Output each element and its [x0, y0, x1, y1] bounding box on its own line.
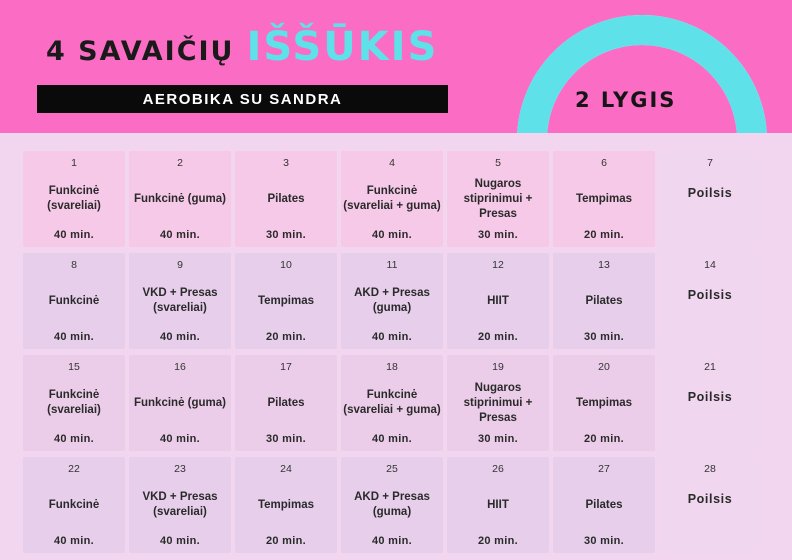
header-banner: [0, 0, 792, 133]
activity-name: VKD + Presas (svareliai): [142, 287, 218, 314]
day-number: 4: [389, 157, 395, 169]
activity-duration: 30 min.: [583, 331, 624, 343]
day-number: 13: [598, 259, 610, 271]
day-cell: [235, 151, 337, 247]
day-number: 8: [71, 259, 77, 271]
day-cell: [447, 355, 549, 451]
activity-duration: 20 min.: [583, 433, 624, 445]
activity-name: Pilates: [585, 294, 623, 307]
activity-name: Pilates: [585, 498, 623, 511]
activity-name: AKD + Presas (guma): [354, 491, 430, 518]
page-title: [46, 24, 438, 74]
day-number: 26: [492, 463, 504, 475]
day-number: 3: [283, 157, 289, 169]
activity-name: Tempimas: [257, 498, 315, 511]
activity-name: Funkcinė: [48, 498, 100, 511]
activity-name: VKD + Presas (svareliai): [142, 491, 218, 518]
rest-day-cell: [659, 253, 761, 349]
day-cell: [447, 151, 549, 247]
level-label: 2 LYGIS: [575, 88, 677, 112]
activity-duration: 40 min.: [159, 433, 200, 445]
day-number: 1: [71, 157, 77, 169]
day-cell: [341, 355, 443, 451]
day-cell: [23, 151, 125, 247]
activity-duration: 30 min.: [477, 229, 518, 241]
day-cell: [235, 355, 337, 451]
day-cell: [129, 151, 231, 247]
activity-name: HIIT: [487, 498, 509, 511]
day-number: 20: [598, 361, 610, 373]
title-weeks: 4 SAVAIČIŲ: [46, 36, 235, 67]
day-cell: [235, 253, 337, 349]
level-progress-ring: [512, 10, 772, 133]
day-number: 24: [280, 463, 292, 475]
activity-name: Nugaros stiprinimui + Presas: [463, 177, 533, 220]
day-number: 16: [174, 361, 186, 373]
day-number: 10: [280, 259, 292, 271]
day-cell: [447, 253, 549, 349]
day-number: 2: [177, 157, 183, 169]
day-cell: [553, 151, 655, 247]
day-number: 11: [386, 259, 398, 271]
activity-name: Funkcinė (svareliai): [47, 389, 101, 416]
day-cell: [129, 457, 231, 553]
rest-day-cell: [659, 151, 761, 247]
activity-duration: 30 min.: [583, 535, 624, 547]
day-number: 19: [492, 361, 504, 373]
day-cell: [23, 457, 125, 553]
activity-duration: 20 min.: [477, 331, 518, 343]
day-number: 28: [704, 463, 716, 475]
day-cell: [23, 355, 125, 451]
rest-day-cell: [659, 355, 761, 451]
activity-name: Poilsis: [687, 287, 733, 302]
activity-duration: 40 min.: [371, 433, 412, 445]
activity-name: Nugaros stiprinimui + Presas: [463, 381, 533, 424]
day-cell: [553, 457, 655, 553]
day-cell: [553, 253, 655, 349]
activity-duration: 40 min.: [371, 229, 412, 241]
day-number: 5: [495, 157, 501, 169]
day-cell: [235, 457, 337, 553]
activity-name: HIIT: [487, 294, 509, 307]
day-cell: [341, 253, 443, 349]
activity-name: Tempimas: [575, 192, 633, 205]
activity-name: Tempimas: [575, 396, 633, 409]
title-challenge: IŠŠŪKIS: [246, 24, 439, 70]
activity-name: Poilsis: [687, 185, 733, 200]
activity-name: Funkcinė (svareliai + guma): [343, 185, 441, 212]
day-number: 21: [704, 361, 716, 373]
day-cell: [341, 457, 443, 553]
schedule-grid: [23, 151, 761, 553]
activity-duration: 40 min.: [159, 535, 200, 547]
activity-duration: 20 min.: [477, 535, 518, 547]
activity-duration: 40 min.: [159, 229, 200, 241]
day-number: 7: [707, 157, 713, 169]
activity-duration: 40 min.: [53, 229, 94, 241]
activity-name: AKD + Presas (guma): [354, 287, 430, 314]
activity-duration: 40 min.: [371, 535, 412, 547]
activity-duration: 40 min.: [53, 535, 94, 547]
activity-name: Pilates: [267, 192, 305, 205]
day-number: 17: [280, 361, 292, 373]
activity-duration: 20 min.: [583, 229, 624, 241]
activity-duration: 40 min.: [53, 433, 94, 445]
day-number: 25: [386, 463, 398, 475]
day-number: 14: [704, 259, 716, 271]
activity-duration: 30 min.: [477, 433, 518, 445]
day-number: 15: [68, 361, 80, 373]
day-number: 6: [601, 157, 607, 169]
day-number: 23: [174, 463, 186, 475]
rest-day-cell: [659, 457, 761, 553]
activity-duration: 20 min.: [265, 331, 306, 343]
day-cell: [23, 253, 125, 349]
activity-name: Funkcinė (svareliai + guma): [343, 389, 441, 416]
day-number: 12: [492, 259, 504, 271]
activity-duration: 20 min.: [265, 535, 306, 547]
activity-name: Funkcinė: [48, 294, 100, 307]
ring-progress-arc: [532, 30, 752, 133]
activity-duration: 40 min.: [371, 331, 412, 343]
subtitle-bar: [37, 85, 448, 113]
activity-name: Funkcinė (svareliai): [47, 185, 101, 212]
activity-name: Funkcinė (guma): [133, 192, 226, 205]
day-cell: [447, 457, 549, 553]
day-cell: [129, 253, 231, 349]
activity-duration: 40 min.: [53, 331, 94, 343]
day-number: 27: [598, 463, 610, 475]
day-cell: [129, 355, 231, 451]
activity-duration: 40 min.: [159, 331, 200, 343]
day-number: 9: [177, 259, 183, 271]
activity-name: Poilsis: [687, 389, 733, 404]
activity-duration: 30 min.: [265, 433, 306, 445]
day-number: 22: [68, 463, 80, 475]
activity-duration: 30 min.: [265, 229, 306, 241]
subtitle-text: AEROBIKA SU SANDRA: [142, 90, 343, 108]
activity-name: Poilsis: [687, 491, 733, 506]
day-number: 18: [386, 361, 398, 373]
activity-name: Tempimas: [257, 294, 315, 307]
activity-name: Pilates: [267, 396, 305, 409]
activity-name: Funkcinė (guma): [133, 396, 226, 409]
day-cell: [553, 355, 655, 451]
day-cell: [341, 151, 443, 247]
